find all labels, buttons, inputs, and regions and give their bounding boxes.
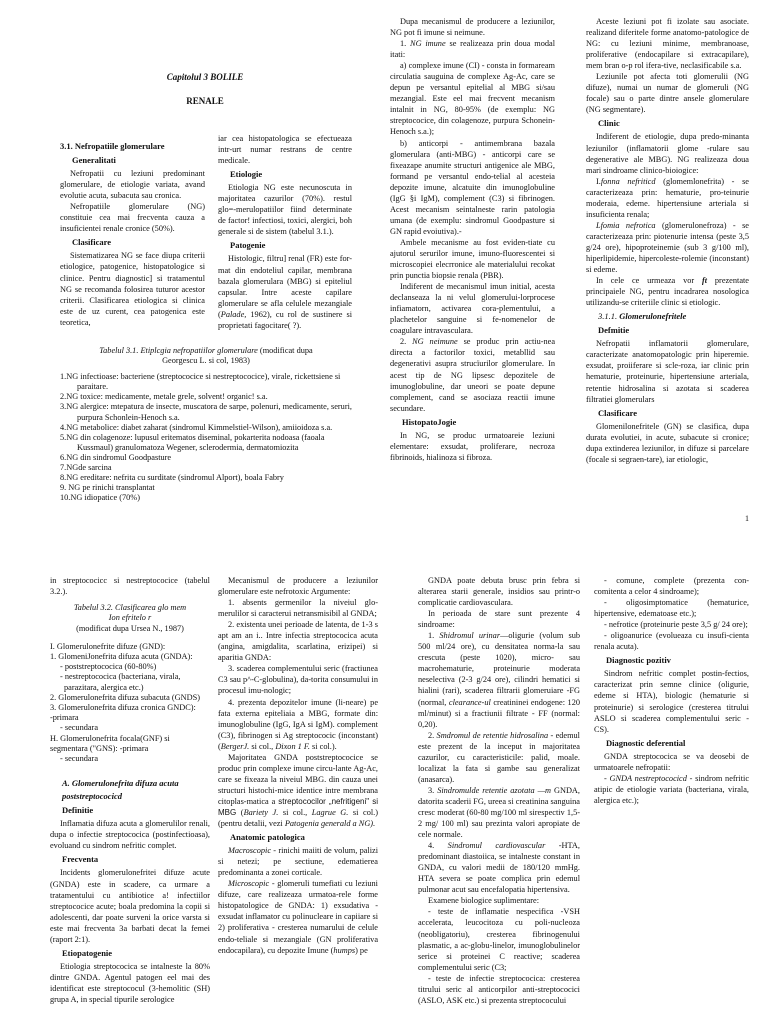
paragraph bbox=[218, 253, 352, 330]
table-item bbox=[60, 473, 352, 483]
subheading-definitie: Defmitie bbox=[598, 325, 630, 336]
table-item-text: NG toxice: medicamente, metale grele, solvent! organic! s.a. bbox=[66, 392, 268, 402]
paragraph bbox=[418, 730, 580, 785]
text-run: se produc prin actiu-nea directa a factorilor toxici, metabllid sau degenerativi asupra strucïurilor glomerulare. In acest tip de NG lipsesc depozitele de imunoglobuline, dar uneori se poate depune complement, cand se asociaza reactii imune secundare. bbox=[390, 337, 555, 413]
table-item-text: NG pe rinichi transplantat bbox=[66, 483, 155, 493]
table-list bbox=[50, 642, 210, 764]
page-number: 1 bbox=[745, 514, 749, 523]
subheading-etiopatogenie: Etiopatogenie bbox=[62, 947, 113, 958]
table-list bbox=[60, 372, 352, 503]
table-item-text: NGde sarcina bbox=[66, 463, 112, 473]
text-run: (glomemlonefrita) - se caracterizeaza prin: hematurie, pro-teinurie moderaia, edeme. hipertensiune arteriala si insuficienta renala; bbox=[586, 176, 749, 219]
section-title: Glomerulonefritele bbox=[619, 311, 687, 322]
table-item-number: 3. bbox=[60, 402, 67, 412]
subheading-clinic: Clinic bbox=[598, 118, 620, 129]
paragraph: GNDA poate debuta brusc prin febra si alterarea starii generale, insidios sau printr-o complicatie cardiovasculara. bbox=[418, 576, 580, 608]
text-run: 2. bbox=[400, 337, 413, 347]
paragraph bbox=[218, 878, 378, 955]
table-caption-source: (modificat dupa Ursea N., 1987) bbox=[76, 623, 184, 633]
table-item bbox=[60, 392, 352, 402]
paragraph bbox=[390, 38, 555, 60]
table-item-number: 6. bbox=[60, 452, 67, 462]
p2-column-3 bbox=[418, 575, 580, 1006]
subheading-generalitati: Generalitati bbox=[72, 155, 116, 166]
term: Shidromul urinar bbox=[439, 631, 501, 641]
table-item bbox=[60, 493, 352, 503]
table-row: 1. GlomeniJonefrita difuza acuta (GNDA): bbox=[50, 651, 193, 661]
paragraph: 3. scaderea complementului seric (fractiunea C3 sau p^-C-globulina), da-torita consumului in procesul imu-nologic; bbox=[218, 664, 378, 696]
citation: Palade, bbox=[220, 309, 247, 319]
term: NG imune bbox=[410, 39, 446, 49]
paragraph: Leziunile pot afecta toti glomerulii (NG difuze), numai un numar de glomeruli (NG focale) sau o parte dintre ansele glomerulare (NG segmentare). bbox=[586, 72, 749, 115]
table-item-text-cont: paraitare. bbox=[77, 382, 109, 392]
paragraph: Etiologia NG este necunoscuta in majoritatea cazurilor (70%). restul glo=-merulopatiilor fiind determinate de factor! infectiosi, toxici, alergici, boh generale si de sistem (tabelul 3.1.). bbox=[218, 183, 352, 237]
paragraph bbox=[594, 773, 749, 806]
paragraph bbox=[586, 275, 749, 308]
table-row: H. Glomerulonefrita focala(GNF) si bbox=[50, 733, 170, 743]
table-item bbox=[60, 372, 352, 392]
table-row: parazitara, alergica etc.) bbox=[64, 682, 144, 692]
text-run: si col., bbox=[249, 741, 276, 751]
subheading-glomerulonefritele bbox=[598, 311, 749, 322]
term: Microscopic bbox=[228, 879, 270, 889]
paragraph: Indiferent de mecanismul imun initial, acesta declanseaza la ni velul glomerului-lorprocese infiamatorn, activarea cora-plementului, a plachetelor sanguine si fe-nomenelor de coagulare intravasculara. bbox=[390, 282, 555, 336]
subheading-diagnostic-pozitiv: Diagnostic pozitiv bbox=[606, 655, 671, 666]
table-row: segmentara ("GNS): -primara bbox=[50, 743, 149, 753]
paragraph: - oligoanurice (evolueaza cu insufi-cienta renala acuta). bbox=[594, 631, 749, 652]
text-run: 4. prezenta depozitelor imune (li-neare) pe fata externa epiteliaia a MBG, formate din: imunoglobuline (IgG, IgA si IgM). complement (C3), fibrinogen si Ag streptococic (inconstant) ( bbox=[218, 697, 378, 751]
table-item-text: NG din sindromul Goodpasture bbox=[66, 452, 172, 462]
paragraph bbox=[218, 845, 378, 878]
table-item-text: NG ereditare: nefrita cu surditate (sindromul Alport), boala Fabry bbox=[66, 473, 284, 483]
paragraph: Nefropatii cu leziuni predominant glomerulare, de etiologie variata, avand evolutie acuta, subacuta sau cronica. bbox=[60, 169, 205, 201]
table-item-text: NG alergice: mtepatura de insecte, muscatora de sarpe, polenuri, medicamente, seruri, bbox=[66, 402, 352, 412]
text-run: (glomerulonefroza) - se caracterizeaza prin: piotenurie intensa (peste 3,5 g/24 ore), hipoproteinemie (sub 3 g/100 ml), hiperlipidemie, hipercoleste-rolemie (inconstant) si edeme. bbox=[586, 220, 749, 275]
table-item bbox=[60, 423, 352, 433]
text-run: - glomeruli tumefiati cu leziuni difuze, care realizeaza urmatoa-rele forme histopatologice de GNDA: 1) exsudativa - exsudat inflamator cu polinucleare in capiiare si 2) proliferativa - cresterea numarului de celule endo-teliale si mezangiale (GN proliferativa endocapilara), cu depozite Imune ( bbox=[218, 879, 378, 955]
paragraph: Examene biologice suplimentare: bbox=[428, 896, 540, 906]
table-row: - secundara bbox=[60, 753, 99, 763]
table-item-number: 9. bbox=[60, 483, 67, 493]
paragraph: Mecanismul de producere a leziunilor glomerulare este nefrotoxic Argumente: bbox=[218, 576, 378, 597]
term: humps bbox=[333, 945, 356, 955]
term: GNDA nestreptococicd bbox=[609, 773, 687, 783]
paragraph: a) complexe imune (CI) - consta in formaream circulatia sauguina de complexe Ag-Ac, care se depun pe versantul epitelial al MBG si/sau mezangial. Este eel mai frecvent mecanism intalnit in NG, 80-95% (de exemplu: NG streptococice, din colagenoze, purpura Schonein-Henoch s.a.); bbox=[390, 61, 555, 137]
citation: Dixon 1 F. bbox=[275, 741, 310, 751]
subheading-gnda-cont: poststreptococicd bbox=[62, 791, 122, 802]
term: fonna nefriticd bbox=[600, 176, 656, 186]
citation: Lagrue G. bbox=[311, 807, 349, 817]
paragraph: Sindrom nefritic complet postin-fectios, caracterizat prin semne clinice (oligurie, edeme si HTA), biologic (hematurie si proteinurie) si serologice (cresterea titrului ASLO si scaderea complementului seric - CS). bbox=[594, 669, 749, 734]
subheading-anatomie-patologica: Anatomic patologica bbox=[230, 832, 305, 843]
text-run: 3. bbox=[428, 785, 438, 795]
term: ft bbox=[701, 276, 708, 286]
text-run: ( bbox=[236, 807, 244, 817]
subheading-frecventa: Frecventa bbox=[62, 854, 99, 865]
paragraph bbox=[418, 840, 580, 895]
table-item bbox=[60, 402, 352, 422]
text-run: ) pe bbox=[355, 945, 368, 955]
table-item-number: 10. bbox=[60, 493, 71, 503]
paragraph: Aceste leziuni pot fi izolate sau asociate. realizand diferitele forme anatomo-patologice de NG: cu leziuni minime, membranoase, proliferative (endocapilare si extracapilare), mem bran o-p rol ifera-tive, neclasificabile s.a. bbox=[586, 17, 749, 71]
text-run: se realizeaza prin doua modal itati: bbox=[390, 39, 555, 60]
table-item bbox=[60, 433, 352, 453]
text-run: I. bbox=[596, 176, 601, 186]
paragraph bbox=[418, 630, 580, 729]
paragraph: Incidents glomerulonefritei difuze acute (GNDA) este in scadere, ca urmare a tratamentului cu antibiotice a! infectiilor streptococice acute; boala predomina la copii si adolescenti, dar poate surveni la orice varsta si este mai frecventa 3a barbati decat la femei (raport 2:1). bbox=[50, 868, 210, 944]
table-row: - secundara bbox=[60, 723, 99, 733]
paragraph: Etiologia streptococica se intalneste la 80% dintre GNDA. Agentul patogen eel mai des identificat este streptococul (3-hemolitic (SH) grupa A, in special tipurile serologice bbox=[50, 961, 210, 1004]
paragraph: iar cea histopatologica se efectueaza intr-urt numar restrans de centre medicale. bbox=[218, 134, 352, 166]
text-run: Histologic, filtru] renal (FR) este for-mat din endoteliul capilar, membrana bazala glomerulara (MBG) si epiteliul capsular. Intre aceste capilare glomerulare se afla celulele mezangiale ( bbox=[218, 254, 352, 319]
section-heading: 3.1. Nefropatiile glomerulare bbox=[60, 141, 165, 151]
text-run: 4. bbox=[428, 841, 448, 851]
paragraph: GNDA streptococica se va deosebi de urmatoarele nefropatii: bbox=[594, 751, 749, 772]
table-item bbox=[60, 453, 352, 463]
table-item-number: 8. bbox=[60, 473, 67, 483]
text-run: —oligurie (volum sub 500 ml/24 ore), cu densitatea norma-la sau crescuta (peste 1020), micro- sau macrohematurie, proteinurie moderata neselectiva (2-3 g/24 ore), cilindri hematici si hialini (rari), scaderea filtrarii glomeruiare -FG (normal, bbox=[418, 631, 581, 707]
p1-column-2 bbox=[218, 133, 352, 331]
text-run: - sindrom nefritic atipic de etiologie variata (bacteriana, virala, alergica etc.); bbox=[594, 773, 749, 805]
text-run: GNDA, datorita scaderii FG, ureea si creatinina sanguina cresc moderat (60-80 mg/100 ml sirespectiv 1,5-2 mg/ 100 ml) sau prezinta valori apropiate de cele normale. bbox=[418, 785, 580, 840]
table-item-text-cont: Kussmaul) granulomatoza Wegener, sclerodermia, dermatomiozita bbox=[77, 442, 299, 452]
chapter-title-line1: Capitolul 3 BOLILE bbox=[166, 72, 244, 82]
table-item-number: 5. bbox=[60, 432, 67, 442]
subheading-clasificare: Clasificare bbox=[598, 407, 638, 418]
table-3-2 bbox=[50, 603, 210, 764]
text-run: - rinichi maiiti de volum, palizi si netezi; pe sectiune, edematierea predominanta a zonei corticale. bbox=[218, 846, 378, 878]
text-run: si col.). bbox=[309, 741, 337, 751]
text-run: creatininei endogene: 120 ml/minut) si a fractiunii filtrate - FF (normal: 0,20). bbox=[418, 697, 580, 729]
paragraph: Glomenilonefritele (GN) se clasifica, dupa durata evolutiei, in acute, subacute si cronice; dupa extinderea leziunilor, in difuze si parcelare (focale si segraen-tare), iar etiologic, bbox=[586, 421, 749, 464]
table-row: -primara bbox=[50, 713, 79, 723]
text-run: si col.) (pentru detalii, vezi bbox=[218, 807, 378, 829]
term: Macroscopic bbox=[228, 846, 272, 856]
text-run: Majoritatea GNDA poststreptococice se produc prin complexe imune circu-lante Ag-Ac, care se fixeaza la niveiul MBG. din cauza unei structuri histochi-mice identice intre membrana citoplas-matica a bbox=[218, 752, 378, 806]
table-item-number: 7. bbox=[60, 463, 67, 473]
citation: Bariety J. bbox=[243, 807, 279, 817]
table-item-text: NG metabolice: diabet zaharat (sindromul Kimmelstiel-Wilson), amiioidoza s.a. bbox=[66, 422, 333, 432]
table-caption bbox=[60, 346, 352, 366]
paragraph bbox=[586, 220, 749, 275]
paragraph: - teste de infectie streptococica: cresterea titrului seric al anticorpilor anti-streptococici (ASLO, ASK etc.) si prezenta streptococului bbox=[418, 973, 580, 1005]
subheading-definitie: Definitie bbox=[62, 805, 94, 816]
term: Lfomia nefrotica bbox=[596, 220, 656, 230]
subheading-histopatologie: HistopatoJogie bbox=[402, 416, 457, 427]
table-item bbox=[60, 463, 352, 473]
subheading-diagnostic-diferential: Diagnostic deferential bbox=[606, 737, 686, 748]
subheading-gnda: A. Glomerulonefrita difuza acuta bbox=[62, 778, 179, 789]
text-run: - edemul este prezent de la inceput in majoritatea cazurilor, cu caracteristicile: palid, moale. localizat la fata si gambe sau generalizat (anasarca). bbox=[418, 730, 580, 784]
text-run: 1. bbox=[400, 39, 411, 49]
chapter-title bbox=[60, 70, 350, 108]
text-run: prezentate principaiele NG, pentru incadrarea nosologica utilizandu-se criteriile clinic si etiologic. bbox=[586, 276, 749, 308]
table-caption-title: Tabelul 3.1. Etiplcgia nefropatiilor glomerulare bbox=[99, 346, 258, 355]
subheading-patogenie: Patogenie bbox=[230, 240, 266, 251]
paragraph: Dupa mecanismul de producere a leziunilor, NG pot fi imune si neimune. bbox=[390, 17, 555, 38]
term: Sindromulde retentie azotata —m bbox=[437, 785, 551, 795]
table-item-number: 2. bbox=[60, 392, 67, 402]
text-run: -HTA, predominant diastoiica, se intalneste constant in GNDA, cu valori medii de 180/120 mmHg. HTA severa se poate complica prin edemul pulmonar acut sau encefalopatia hipertensiva. bbox=[418, 841, 580, 895]
text-run: si col., bbox=[278, 807, 312, 817]
table-row: 3. Glomerulonefrita difuza cronica GNDC): bbox=[50, 702, 196, 712]
text-run: 2. bbox=[428, 730, 437, 740]
table-caption-note: (modificat dupa bbox=[257, 346, 313, 355]
table-item-number: 4. bbox=[60, 422, 67, 432]
paragraph: 2. existenta unei perioade de latenta, de 1-3 s apt am an i.. Intre infectia streptococica acuta (angina, amigdalita, scarlatina, erizipei) si aparitia GNDA: bbox=[218, 620, 378, 663]
text-run: 1962), cu rol de sustinere si proprietati fagocitare( ?). bbox=[218, 309, 352, 330]
term: Smdromul de retentie hidrosalina bbox=[436, 730, 549, 740]
table-item-text-cont: purpura Schonlein-Henoch s.a. bbox=[77, 412, 180, 422]
paragraph: Ambele mecanisme au fost eviden-tiate cu ajutorul serurilor imune, imuno-fluorescentei si microscopiei elecrronice ale materialului recokat prin punctia biopsie renala (PBR). bbox=[390, 237, 555, 281]
chapter-title-line2: RENALE bbox=[186, 96, 224, 106]
table-caption-title-cont: Ion efritelo r bbox=[108, 613, 152, 623]
text-run: streptococilor „nefritigeni" si MBG bbox=[218, 796, 378, 817]
paragraph: 1. absents germenilor la niveiul glo-merulilor si caracterui netransmisibil al GNDA; bbox=[218, 598, 378, 619]
citation: BergerJ. bbox=[220, 741, 250, 751]
term: clearance-ul bbox=[448, 697, 491, 707]
paragraph bbox=[218, 752, 378, 829]
subheading-etiologie: Etiologie bbox=[230, 169, 263, 180]
table-row: - poststreptococica (60-80%) bbox=[60, 662, 157, 672]
paragraph: - teste de inflamatie nespecifica -VSH accelerata, leucocitoza cu poli-nucleoza (neobligatoriu), cresterea fibrinogenului plasmatic, a ac-globu-linelor, imunoglobulinelor serice si proteinei C reactive; scaderea complementului seric (C3; bbox=[418, 907, 580, 972]
table-item-number: 1. bbox=[60, 372, 67, 382]
paragraph: Nefropatii inflamatorii glomerulare, caracterizate anatomopatologic prin hiperemie. exsudat, proiiferare si scle-roza, iar clinic prin hematurie, proteinurie, hipertensiune arteriala, retentie hidrosalina si azotata si scaderea filtratiei glomerulars bbox=[586, 339, 749, 404]
p1-column-1 bbox=[60, 138, 205, 328]
paragraph: Indiferent de etiologie, dupa predo-minanta leziunilor (inflamatorii glome -rulare sau degenerative ale MBG). NG realizeaza doua mari sindroame clinico-bioiogice: bbox=[586, 132, 749, 175]
p2-column-1 bbox=[50, 575, 210, 1005]
text-run: 1. bbox=[428, 631, 440, 641]
table-item-text: NG din colagenoze: lupusul eritematos diseminal, pokarterita nodoasa (faoala bbox=[66, 432, 325, 442]
paragraph bbox=[586, 176, 749, 220]
table-3-1 bbox=[60, 346, 352, 503]
paragraph bbox=[218, 697, 378, 752]
paragraph: - nefrotice (proteinurie peste 3,5 g/ 24 ore); bbox=[604, 620, 748, 630]
table-item bbox=[60, 483, 352, 493]
section-number: 3.1.1. bbox=[598, 311, 620, 322]
paragraph: Sistematizarea NG se face diupa criterii etiologice, patogenice, histopatologice si clinice. Pentru diagnostic] si tratamentul NG se recomanda folosirea tuturor acestor criterii. Clasificarea etiologica si clinica este de uz curent, cea patogenica este teoretica, bbox=[60, 251, 205, 327]
table-caption-source: Georgescu L. si col, 1983) bbox=[162, 356, 250, 366]
p2-column-2 bbox=[218, 575, 378, 956]
paragraph: Inflamatia difuza acuta a glomerulilor renali, dupa o infectie streptococica (postinfectioasa), evoluand cu sindrom nefritic complet. bbox=[50, 819, 210, 851]
paragraph: In perioada de stare sunt prezente 4 sindroame: bbox=[418, 609, 580, 630]
p1-column-4 bbox=[586, 16, 749, 465]
table-item-text: NG idiopatice (70%) bbox=[70, 493, 140, 503]
text-run: - bbox=[604, 773, 610, 783]
paragraph bbox=[418, 785, 580, 840]
table-row: 2. Glomerulonefrita difuza subacuta (GNDS) bbox=[50, 692, 200, 702]
paragraph: - comune, complete (prezenta con-comitenta a celor 4 sindroame); bbox=[594, 576, 749, 597]
term: Sindromul cardiovascular bbox=[447, 841, 546, 851]
paragraph: b) anticorpi - antimembrana bazala glomerulara (anti-MBG) - anticorpi care se fixeazape anumite structuri antigenice ale MBG, formand pe versantul endo-telial al acesteia depozite imune, alcatuite din imunoglobuline (IgG §i IgM), complement (C3) si fibrinogen. Acest mecanism seintalneste rarin patologia umana (de exemplu: sindromul Goodpasture si GN rapid evoiutiva).- bbox=[390, 138, 555, 236]
table-row: - nestreptococica (bacteriana, virala, bbox=[60, 672, 181, 682]
term: NG neimune bbox=[412, 337, 458, 347]
subheading-clasificare: Clasificare bbox=[72, 237, 112, 248]
paragraph bbox=[390, 336, 555, 413]
table-caption-title: Tabelul 3.2. Clasificarea glo mem bbox=[73, 603, 187, 613]
paragraph: - oligosimptomatice (hematurice, hipertensive, edematoase etc.); bbox=[594, 598, 749, 619]
paragraph: in streptococicc si nestreptococice (tabelul 3.2.). bbox=[50, 576, 210, 597]
table-item-text: NG infectioase: bacteriene (streptococice si nestreptococice), virale, rickettsiene si bbox=[66, 372, 341, 382]
p2-column-4 bbox=[594, 575, 749, 806]
paragraph: Nefropatiile glomerulare (NG) constituie cea mai frecventa cauza a insuficientei renale cronice (50%). bbox=[60, 202, 205, 234]
text-run: In cele ce urmeaza vor bbox=[596, 276, 702, 286]
p1-column-3 bbox=[390, 16, 555, 463]
citation: Patogenia generald a NG). bbox=[284, 819, 376, 829]
table-row: I. Glomerulonefrite difuze (GND): bbox=[50, 641, 166, 651]
paragraph: In NG, se produc urmatoareie leziuni elementare: exsudat, proliferare, necroza fibrinoids, hialinoza si fibroza. bbox=[390, 430, 555, 462]
